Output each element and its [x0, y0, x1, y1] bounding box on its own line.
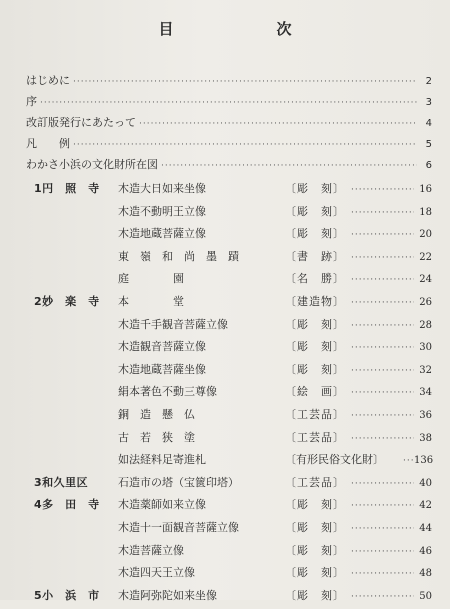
page-number: 30: [419, 342, 432, 354]
property-name: 木造薬師如来立像: [118, 498, 206, 512]
toc-row: [26, 114, 432, 135]
property-name: 木造阿弥陀如来坐像: [118, 588, 217, 602]
category: 〔彫 刻〕: [285, 566, 345, 580]
leader-dots: [351, 524, 414, 534]
leader-dots: [73, 77, 417, 87]
page-number: 48: [419, 568, 432, 580]
toc-label: 改訂版発行にあたって: [26, 116, 136, 129]
property-name: 庭 園: [118, 272, 184, 286]
category: 〔彫 刻〕: [285, 204, 345, 218]
entry-row: [34, 338, 432, 361]
leader-dots: [139, 119, 417, 129]
category: 〔彫 刻〕: [285, 340, 345, 354]
toc-row: [26, 72, 432, 93]
entry-row: [34, 406, 432, 429]
category: 〔書 跡〕: [285, 249, 345, 263]
property-name: 木造十一面観音菩薩立像: [118, 520, 239, 534]
leader-dots: [351, 366, 414, 376]
page-number: 24: [419, 274, 432, 286]
leader-dots: [351, 230, 414, 240]
property-name: 木造地蔵菩薩立像: [118, 227, 206, 241]
toc-row: [26, 93, 432, 114]
entry-row: [34, 496, 432, 519]
category: 〔工芸品〕: [285, 475, 345, 489]
category: 〔彫 刻〕: [285, 362, 345, 376]
leader-dots: [351, 253, 414, 263]
property-name: 木造地蔵菩薩坐像: [118, 362, 206, 376]
leader-dots: [351, 411, 414, 421]
leader-dots: [351, 298, 414, 308]
entry-row: [34, 519, 432, 542]
leader-dots: [351, 547, 414, 557]
page-number: 42: [419, 500, 432, 512]
page-number: 50: [419, 590, 432, 602]
category: 〔彫 刻〕: [285, 182, 345, 195]
page-number: 46: [419, 545, 432, 557]
page-number: 38: [419, 432, 432, 444]
leader-dots: [403, 456, 414, 466]
property-name: 木造観音菩薩立像: [118, 340, 206, 354]
entry-row: [34, 361, 432, 384]
page-number: 26: [419, 296, 432, 308]
leader-dots: [351, 569, 414, 579]
page-number: 36: [419, 409, 432, 421]
category: 〔名 勝〕: [285, 272, 345, 286]
category: 〔彫 刻〕: [285, 543, 345, 557]
page-number: 4: [425, 118, 432, 129]
entry-row: [34, 429, 432, 452]
entry-row: [34, 180, 432, 203]
entry-row: [34, 248, 432, 271]
entry-row: [34, 564, 432, 587]
leader-dots: [351, 321, 414, 331]
page-number: 18: [419, 206, 432, 218]
toc-row: [26, 135, 432, 156]
property-name: 木造不動明王立像: [118, 204, 206, 218]
entry-row: [34, 316, 432, 339]
toc-label: 序: [26, 95, 37, 108]
site-name: 5小 浜 市: [34, 588, 100, 602]
leader-dots: [161, 161, 417, 171]
category: 〔有形民俗文化財〕: [285, 453, 384, 467]
leader-dots: [351, 275, 414, 285]
entries-list: [34, 180, 432, 609]
toc-row: [26, 156, 432, 177]
page-number: 5: [425, 139, 432, 150]
category: 〔工芸品〕: [285, 407, 345, 421]
category: 〔彫 刻〕: [285, 588, 345, 602]
toc-label: 凡 例: [26, 137, 70, 150]
property-name: 木造四天王立像: [118, 566, 195, 580]
toc-label: はじめに: [26, 74, 70, 87]
page-number: 16: [419, 184, 432, 195]
page-number: 22: [419, 251, 432, 263]
site-name: 3和久里区: [34, 475, 89, 489]
entry-row: [34, 542, 432, 565]
leader-dots: [73, 140, 417, 150]
property-name: 木造千手観音菩薩立像: [118, 317, 228, 331]
page-number: 32: [419, 364, 432, 376]
leader-dots: [351, 185, 414, 195]
page-number: 2: [425, 76, 432, 87]
page-number: 20: [419, 229, 432, 241]
property-name: 如法経料足寄進札: [118, 453, 206, 467]
category: 〔彫 刻〕: [285, 520, 345, 534]
category: 〔彫 刻〕: [285, 498, 345, 512]
category: 〔彫 刻〕: [285, 317, 345, 331]
site-name: 1円 照 寺: [34, 182, 100, 195]
entry-row: [34, 383, 432, 406]
site-name: 4多 田 寺: [34, 498, 100, 512]
page-number: 3: [425, 97, 432, 108]
site-name: 2妙 楽 寺: [34, 294, 100, 308]
category: 〔工芸品〕: [285, 430, 345, 444]
page-number: 6: [425, 160, 432, 171]
page-number: 136: [414, 455, 434, 467]
leader-dots: [351, 592, 414, 602]
category: 〔絵 画〕: [285, 385, 345, 399]
entry-row: [34, 451, 432, 474]
property-name: 本 堂: [118, 294, 184, 308]
property-name: 銅 造 懸 仏: [118, 407, 195, 421]
entry-row: [34, 270, 432, 293]
category: 〔彫 刻〕: [285, 227, 345, 241]
property-name: 木造菩薩立像: [118, 543, 184, 557]
entry-row: [34, 203, 432, 226]
category: 〔建造物〕: [285, 294, 345, 308]
page-number: 34: [419, 387, 432, 399]
leader-dots: [351, 479, 414, 489]
entry-row: [34, 474, 432, 497]
entry-row: [34, 225, 432, 248]
property-name: 東 嶺 和 尚 墨 蹟: [118, 249, 239, 263]
entry-row: [34, 293, 432, 316]
toc-label: わかさ小浜の文化財所在図: [26, 158, 158, 171]
page-number: 40: [419, 477, 432, 489]
leader-dots: [351, 388, 414, 398]
leader-dots: [351, 434, 414, 444]
page-number: 28: [419, 319, 432, 331]
property-name: 石造市の塔（宝篋印塔）: [118, 475, 239, 489]
page-number: 44: [419, 522, 432, 534]
property-name: 木造大日如来坐像: [118, 182, 206, 195]
property-name: 古 若 狭 塗: [118, 430, 195, 444]
leader-dots: [40, 98, 417, 108]
property-name: 絹本著色不動三尊像: [118, 385, 217, 399]
leader-dots: [351, 501, 414, 511]
leader-dots: [351, 343, 414, 353]
leader-dots: [351, 208, 414, 218]
page-title: 目 次: [158, 20, 336, 38]
entry-row: [34, 587, 432, 609]
intro-list: [26, 72, 432, 177]
